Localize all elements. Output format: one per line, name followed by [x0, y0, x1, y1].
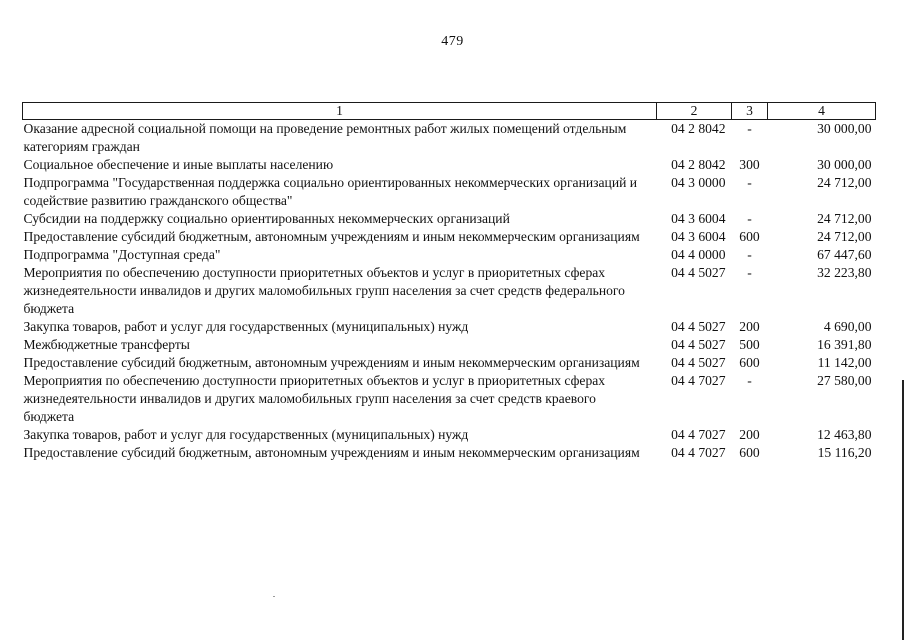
table-row	[23, 426, 876, 444]
table-row	[23, 444, 876, 462]
row-name: Межбюджетные трансферты	[23, 337, 190, 352]
row-code: 04 3 6004	[671, 211, 726, 226]
row-type: 300	[739, 157, 760, 172]
row-type: -	[747, 265, 752, 280]
row-type: 600	[739, 355, 760, 370]
row-code: 04 4 5027	[671, 355, 726, 370]
row-code: 04 4 7027	[671, 445, 726, 460]
row-amount: 24 712,00	[817, 211, 872, 226]
row-type: -	[747, 373, 752, 388]
row-name: Субсидии на поддержку социально ориентированных некоммерческих организаций	[23, 211, 510, 226]
row-code: 04 4 5027	[671, 337, 726, 352]
row-amount: 12 463,80	[817, 427, 872, 442]
row-name: Закупка товаров, работ и услуг для государственных (муниципальных) нужд	[23, 427, 469, 442]
table-row	[23, 156, 876, 174]
row-type: 600	[739, 229, 760, 244]
row-amount: 11 142,00	[817, 355, 872, 370]
scan-edge-line	[902, 380, 904, 640]
column-header-type: 3	[732, 103, 768, 120]
row-amount: 15 116,20	[817, 445, 872, 460]
budget-table	[22, 102, 876, 462]
row-amount: 4 690,00	[823, 319, 872, 334]
row-code: 04 4 7027	[671, 373, 726, 388]
row-amount: 27 580,00	[817, 373, 872, 388]
row-name: Предоставление субсидий бюджетным, автономным учреждениям и иным некоммерческим организациям	[23, 445, 640, 460]
row-name: Мероприятия по обеспечению доступности приоритетных объектов и услуг в приоритетных сферах жизнедеятельности инвалидов и других маломобильных групп населения за счет средств краевого бюджета	[23, 373, 606, 424]
row-amount: 32 223,80	[817, 265, 872, 280]
row-code: 04 3 0000	[671, 175, 726, 190]
row-code: 04 4 0000	[671, 247, 726, 262]
row-code: 04 4 5027	[671, 319, 726, 334]
table-row	[23, 228, 876, 246]
column-header-code: 2	[657, 103, 732, 120]
row-amount: 67 447,60	[817, 247, 872, 262]
table-row	[23, 246, 876, 264]
row-type: 600	[739, 445, 760, 460]
table-row	[23, 336, 876, 354]
table-row	[23, 354, 876, 372]
row-type: -	[747, 175, 752, 190]
row-type: 200	[739, 319, 760, 334]
row-code: 04 4 7027	[671, 427, 726, 442]
row-amount: 24 712,00	[817, 175, 872, 190]
row-name: Предоставление субсидий бюджетным, автономным учреждениям и иным некоммерческим организациям	[23, 355, 640, 370]
row-amount: 16 391,80	[817, 337, 872, 352]
table-row	[23, 264, 876, 318]
row-name: Подпрограмма "Государственная поддержка социально ориентированных некоммерческих организаций и содействие развитию гражданского общества"	[23, 175, 638, 208]
page-number: 479	[441, 34, 464, 49]
row-type: 200	[739, 427, 760, 442]
row-name: Мероприятия по обеспечению доступности приоритетных объектов и услуг в приоритетных сферах жизнедеятельности инвалидов и других маломобильных групп населения за счет средств федерального бюджета	[23, 265, 625, 316]
table-row	[23, 174, 876, 210]
row-name: Закупка товаров, работ и услуг для государственных (муниципальных) нужд	[23, 319, 469, 334]
row-code: 04 3 6004	[671, 229, 726, 244]
row-type: -	[747, 121, 752, 136]
row-amount: 30 000,00	[817, 157, 872, 172]
row-code: 04 2 8042	[671, 121, 726, 136]
row-type: -	[747, 211, 752, 226]
row-amount: 30 000,00	[817, 121, 872, 136]
row-code: 04 4 5027	[671, 265, 726, 280]
column-header-amount: 4	[768, 103, 876, 120]
row-name: Подпрограмма "Доступная среда"	[23, 247, 221, 262]
row-type: 500	[739, 337, 760, 352]
table-row	[23, 120, 876, 157]
table-row	[23, 210, 876, 228]
table-header-row	[23, 103, 876, 120]
table-row	[23, 372, 876, 426]
row-name: Оказание адресной социальной помощи на проведение ремонтных работ жилых помещений отдельным категориям граждан	[23, 121, 627, 154]
row-code: 04 2 8042	[671, 157, 726, 172]
row-amount: 24 712,00	[817, 229, 872, 244]
row-name: Социальное обеспечение и иные выплаты населению	[23, 157, 334, 172]
table-row	[23, 318, 876, 336]
column-header-name: 1	[23, 103, 657, 120]
row-name: Предоставление субсидий бюджетным, автономным учреждениям и иным некоммерческим организациям	[23, 229, 640, 244]
row-type: -	[747, 247, 752, 262]
scan-speck	[273, 596, 275, 597]
